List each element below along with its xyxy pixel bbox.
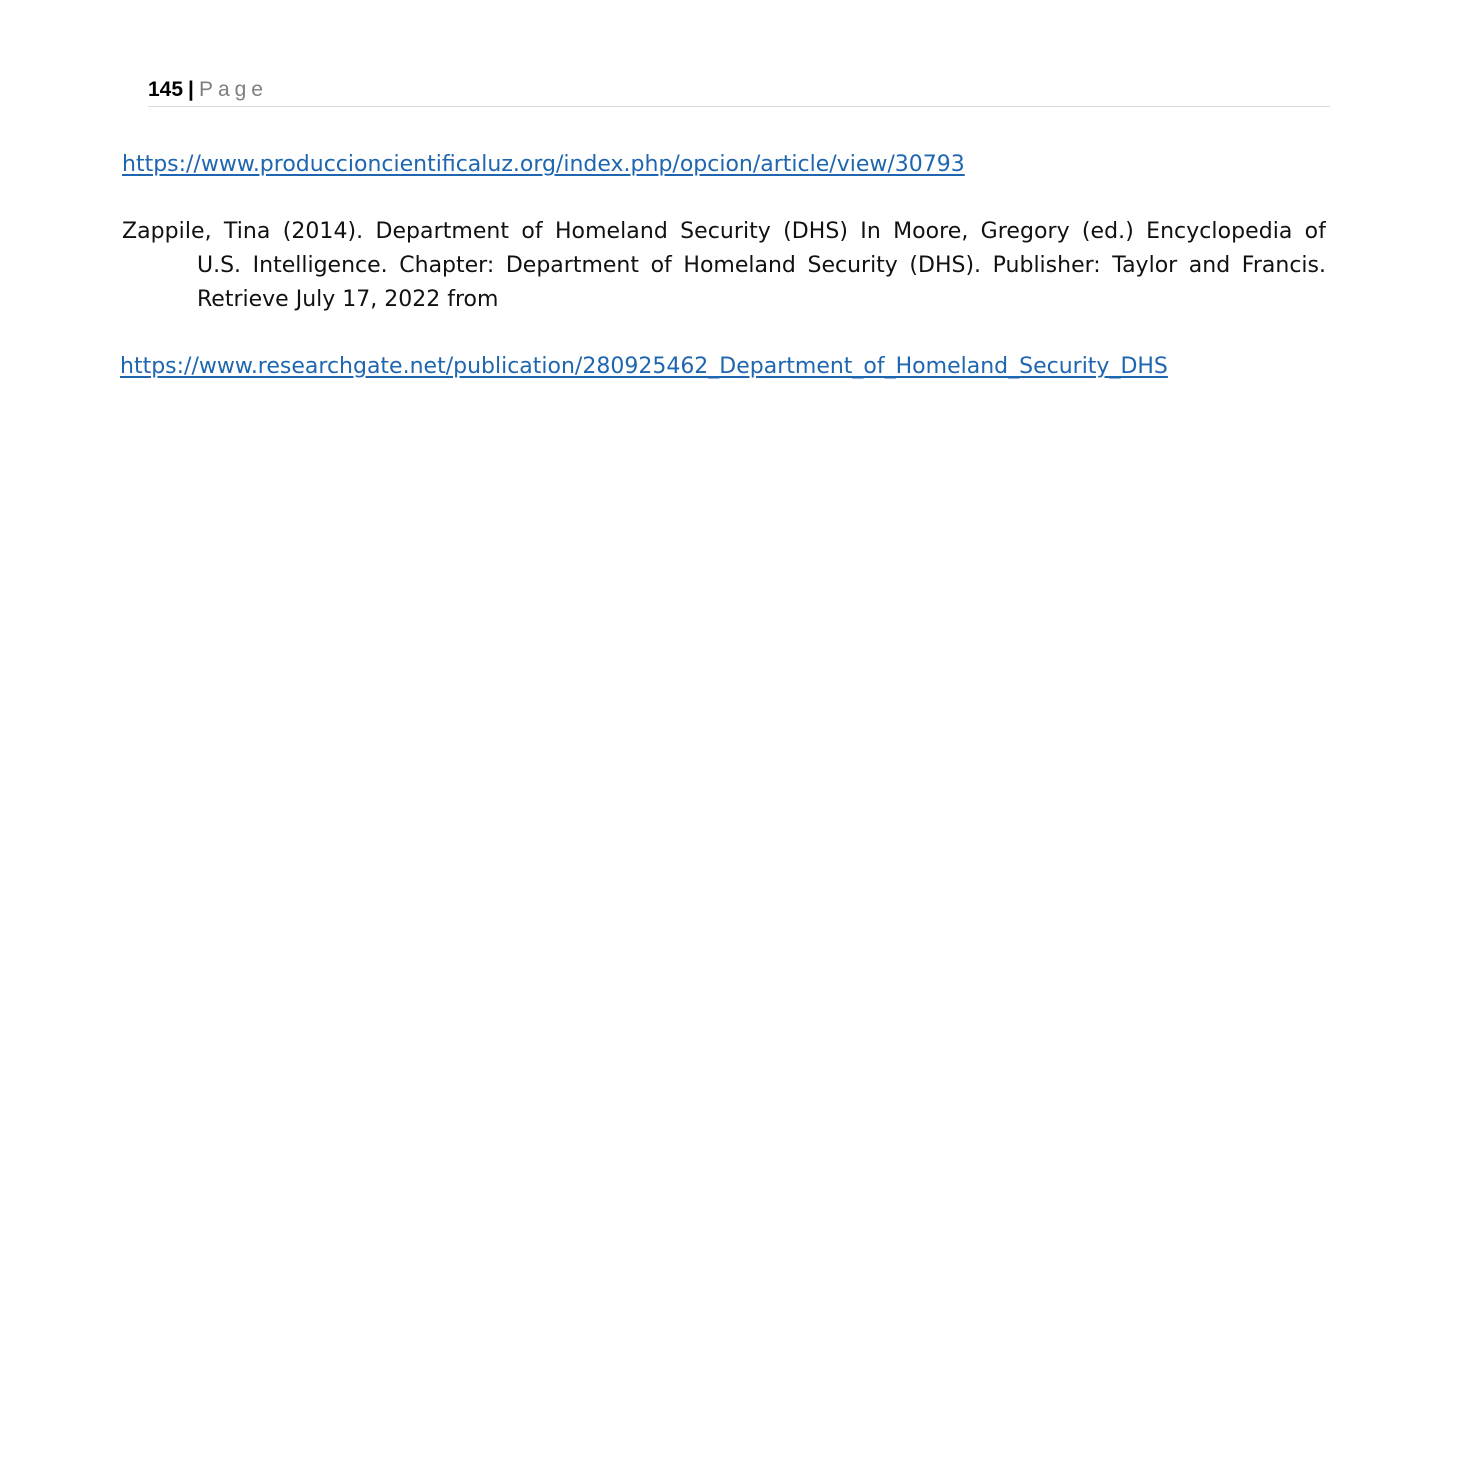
reference-line-3: Retrieve July 17, 2022 from bbox=[197, 287, 499, 312]
reference-link-opcion[interactable]: https://www.produccioncientificaluz.org/index.php/opcion/article/view/30793 bbox=[122, 152, 965, 177]
header-separator: | bbox=[188, 78, 194, 101]
reference-link-researchgate[interactable]: https://www.researchgate.net/publication/280925462_Department_of_Homeland_Security_DHS bbox=[120, 354, 1168, 379]
page-number: 145 bbox=[148, 78, 184, 101]
page-header bbox=[148, 74, 1330, 107]
reference-line-1: Zappile, Tina (2014). Department of Homeland Security (DHS) In Moore, Gregory (ed.) Encyclopedia of bbox=[122, 219, 1326, 244]
page-label: Page bbox=[198, 78, 268, 101]
reference-entry-zappile bbox=[122, 215, 1326, 317]
reference-line-2: U.S. Intelligence. Chapter: Department of Homeland Security (DHS). Publisher: Taylor and Francis. bbox=[197, 253, 1326, 278]
